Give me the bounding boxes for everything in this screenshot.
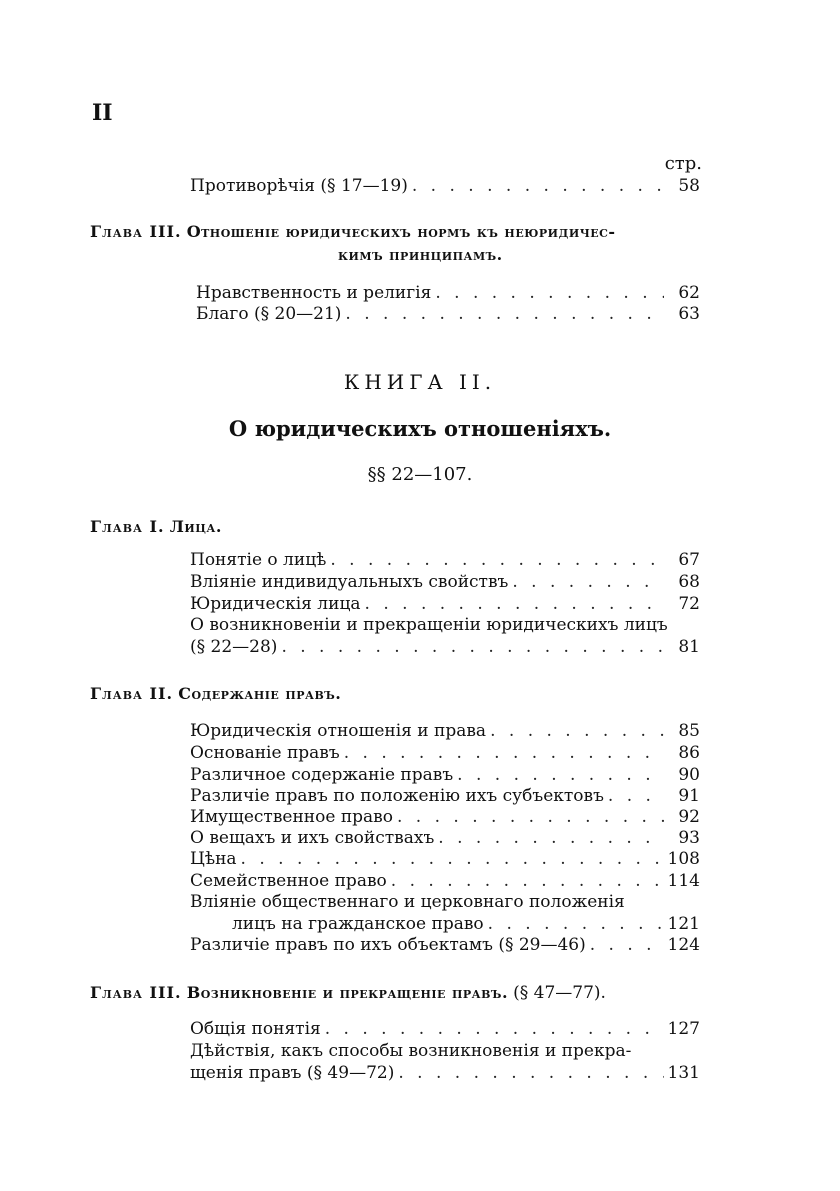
leader-dots: [391, 871, 664, 892]
toc-entry[interactable]: [190, 743, 700, 764]
chapter-title: Содержаніе правъ.: [178, 684, 342, 703]
leader-dots: [398, 1063, 663, 1084]
toc-entry-title: Различіе правъ по ихъ объектамъ (§ 29—46): [190, 935, 586, 955]
toc-entry-page: 92: [678, 807, 700, 827]
toc-entry[interactable]: [196, 304, 700, 325]
leader-dots: [590, 935, 664, 956]
toc-entry-title: Нравственность и религія: [196, 283, 432, 303]
toc-entry-page: 91: [678, 786, 700, 806]
chapter-label: Глава II.: [90, 684, 174, 703]
toc-entry-page: 68: [678, 572, 700, 592]
toc-entry-page: 127: [667, 1019, 700, 1039]
toc-entry[interactable]: [190, 828, 700, 849]
leader-dots: [241, 849, 664, 870]
toc-entry[interactable]: [190, 1019, 700, 1040]
toc-entry[interactable]: [190, 721, 700, 742]
chapter-heading: [90, 683, 341, 705]
toc-entry-page: 67: [678, 550, 700, 570]
toc-entry-page: 81: [678, 637, 700, 657]
chapter-label: Глава III.: [90, 983, 182, 1002]
toc-entry-title: Имущественное право: [190, 807, 393, 827]
toc-entry-title: Различное содержаніе правъ: [190, 765, 454, 785]
toc-entry-page: 58: [678, 176, 700, 196]
leader-dots: [344, 743, 664, 764]
toc-entry-page: 121: [667, 914, 700, 934]
toc-entry-title-line1[interactable]: О возникновеніи и прекращеніи юридическихъ лицъ: [190, 615, 668, 635]
toc-entry-page: 108: [667, 849, 700, 869]
toc-entry-title-line1[interactable]: Вліяніе общественнаго и церковнаго положенія: [190, 892, 625, 912]
chapter-heading: [90, 221, 616, 243]
toc-entry[interactable]: [190, 1063, 700, 1084]
toc-entry[interactable]: [190, 637, 700, 658]
toc-entry[interactable]: [190, 786, 700, 807]
toc-entry-page: 62: [678, 283, 700, 303]
chapter-label: Глава III.: [90, 222, 182, 241]
leader-dots: [438, 828, 664, 849]
toc-entry-title: Семейственное право: [190, 871, 387, 891]
toc-entry-title: Юридическія лица: [190, 594, 361, 614]
toc-entry-page: 85: [678, 721, 700, 741]
toc-entry[interactable]: [232, 914, 700, 935]
chapter-heading: [90, 982, 606, 1004]
toc-entry-title-line2: лицъ на гражданское право: [232, 914, 484, 934]
leader-dots: [345, 304, 664, 325]
toc-entry-title: О вещахъ и ихъ свойствахъ: [190, 828, 435, 848]
chapter-label: Глава I.: [90, 517, 165, 536]
page-column-header: стр.: [664, 153, 702, 174]
chapter-title-line1: Отношеніе юридическихъ нормъ къ неюридичес-: [186, 222, 616, 241]
toc-entry-page: 114: [667, 871, 700, 891]
page-number: II: [92, 100, 113, 126]
leader-dots: [488, 914, 664, 935]
toc-entry[interactable]: [190, 807, 700, 828]
toc-entry[interactable]: [190, 550, 700, 571]
toc-entry[interactable]: [190, 176, 700, 197]
leader-dots: [435, 283, 664, 304]
book-title: О юридическихъ отношеніяхъ.: [228, 416, 612, 441]
toc-entry-page: 86: [678, 743, 700, 763]
toc-entry-title-line2: (§ 22—28): [190, 637, 278, 657]
chapter-title: Лица.: [169, 517, 222, 536]
leader-dots: [330, 550, 664, 571]
toc-entry[interactable]: [190, 594, 700, 615]
toc-entry-page: 63: [678, 304, 700, 324]
toc-entry-page: 124: [667, 935, 700, 955]
toc-entry-title-line2: щенія правъ (§ 49—72): [190, 1063, 395, 1083]
toc-entry-page: 90: [678, 765, 700, 785]
toc-entry-page: 93: [678, 828, 700, 848]
toc-entry-title: Благо (§ 20—21): [196, 304, 342, 324]
toc-entry[interactable]: [196, 283, 700, 304]
chapter-title-line2: кимъ принципамъ.: [338, 245, 503, 264]
toc-entry-page: 131: [667, 1063, 700, 1083]
leader-dots: [490, 721, 664, 742]
book-label: КНИГА II.: [343, 370, 497, 394]
chapter-heading: [90, 516, 222, 538]
toc-entry-title: Юридическія отношенія и права: [190, 721, 487, 741]
leader-dots: [397, 807, 664, 828]
toc-entry[interactable]: [190, 871, 700, 892]
leader-dots: [512, 572, 664, 593]
toc-entry-title-line1[interactable]: Дѣйствія, какъ способы возникновенія и прекра-: [190, 1041, 632, 1061]
toc-entry-title: Различіе правъ по положенію ихъ субъектовъ: [190, 786, 604, 806]
toc-entry[interactable]: [190, 572, 700, 593]
toc-entry-title: Вліяніе индивидуальныхъ свойствъ: [190, 572, 509, 592]
leader-dots: [281, 637, 664, 658]
toc-entry-title: Понятіе о лицѣ: [190, 550, 327, 570]
chapter-sections: (§ 47—77).: [513, 983, 606, 1003]
leader-dots: [608, 786, 664, 807]
leader-dots: [325, 1019, 664, 1040]
toc-entry-title: Противорѣчія (§ 17—19): [190, 176, 408, 196]
toc-entry-title: Основаніе правъ: [190, 743, 340, 763]
leader-dots: [457, 765, 664, 786]
toc-entry-title: Общія понятія: [190, 1019, 321, 1039]
toc-entry[interactable]: [190, 849, 700, 870]
toc-entry[interactable]: [190, 765, 700, 786]
toc-entry-page: 72: [678, 594, 700, 614]
chapter-heading-continued: [338, 244, 503, 266]
leader-dots: [412, 176, 664, 197]
toc-entry-title: Цѣна: [190, 849, 237, 869]
chapter-title: Возникновеніе и прекращеніе правъ.: [186, 983, 509, 1002]
toc-entry[interactable]: [190, 935, 700, 956]
book-sections: §§ 22—107.: [367, 464, 473, 485]
leader-dots: [365, 594, 664, 615]
